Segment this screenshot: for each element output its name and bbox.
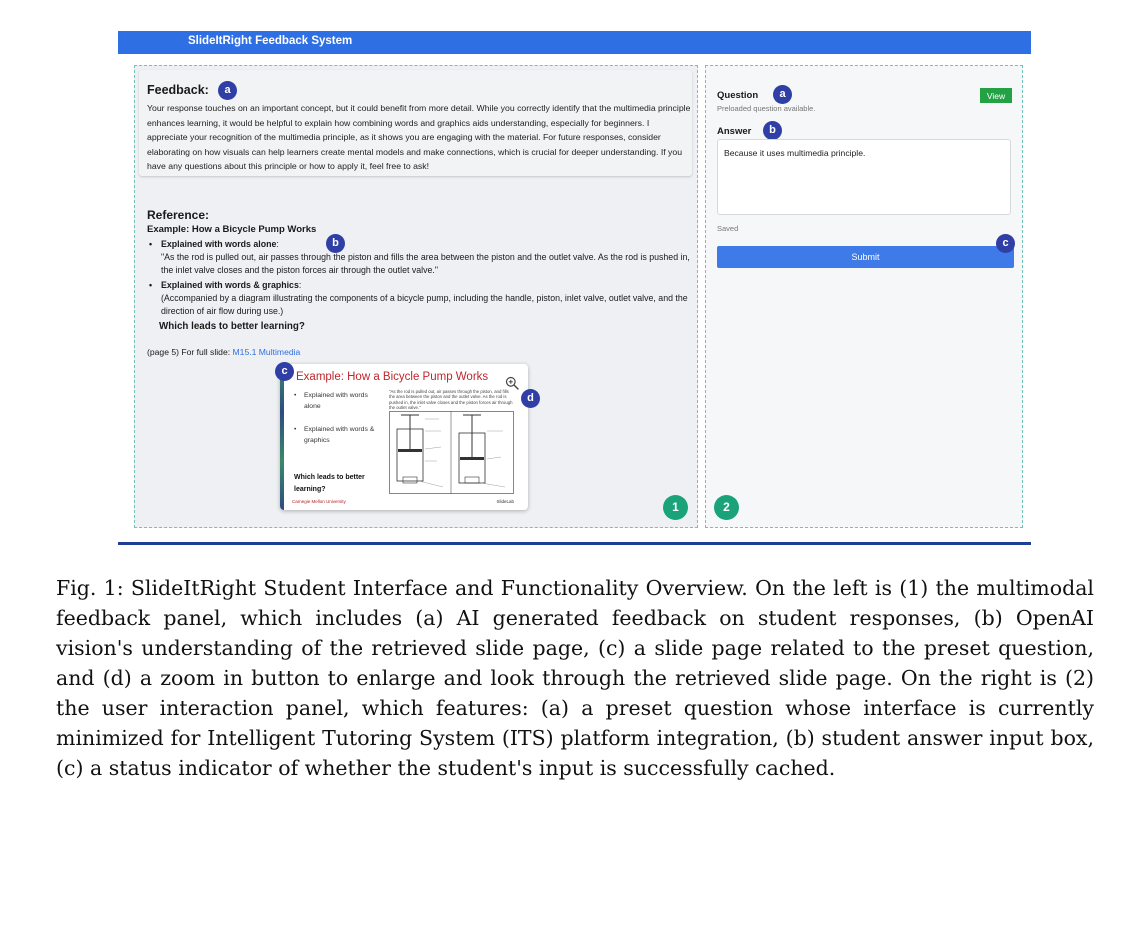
feedback-title: Feedback:	[147, 83, 209, 97]
feedback-card	[139, 70, 692, 176]
panel-number-left: 1	[663, 495, 688, 520]
reference-example-title: Example: How a Bicycle Pump Works	[147, 224, 317, 235]
slide-bullet: • Explained with words & graphics	[294, 424, 384, 446]
question-label: Question	[717, 90, 759, 101]
slide-marker: c	[275, 362, 294, 381]
panel-number-right: 2	[714, 495, 739, 520]
slide-title: Example: How a Bicycle Pump Works	[296, 371, 489, 383]
feedback-panel	[134, 65, 698, 528]
feedback-text: Your response touches on an important concept, but it could benefit from more detail. While you correctly identify that the multimedia principle enhances learning, it would be helpful to explain how combining words and graphics aids understanding, especially for beginners. I appreciate your recognition of the multimedia principle, as it shows you are engaging with the material. For future responses, consider elaborating on how visuals can help learners create mental models and make connections, which is crucial for deeper understanding. If you have any questions about this principle or how to apply it, feel free to ask!	[147, 103, 691, 171]
full-slide-link[interactable]: M15.1 Multimedia	[232, 347, 301, 357]
slide-preview[interactable]	[280, 364, 528, 510]
submit-marker: c	[996, 234, 1015, 253]
figure-caption: Fig. 1: SlideItRight Student Interface and Functionality Overview. On the left is (1) the multimodal feedback panel, which includes (a) AI generated feedback on student responses, (b) OpenAI vision's understanding of the retrieved slide page, (c) a slide page related to the preset question, and (d) a zoom in button to enlarge and look through the retrieved slide page. On the right is (2) the user interaction panel, which features: (a) a preset question whose interface is currently minimized for Intelligent Tutoring System (ITS) platform integration, (b) student answer input box, (c) a status indicator of whether the student's input is successfully cached.	[56, 576, 1094, 780]
reference-question: Which leads to better learning?	[159, 321, 305, 332]
slide-bullet: • Explained with words alone	[294, 390, 384, 412]
reference-item-body: "As the rod is pulled out, air passes through the piston and fills the area between the piston and the outlet valve. As the rod is pushed in, the inlet valve closes and the piston forces air through the outlet valve."	[161, 252, 690, 275]
reference-item-head: Explained with words alone	[161, 239, 277, 249]
reference-page-prefix: (page 5) For full slide:	[147, 347, 233, 357]
question-marker: a	[773, 85, 792, 104]
reference-page-line	[147, 347, 300, 357]
bicycle-pump-diagram	[389, 411, 514, 494]
reference-item-head: Explained with words & graphics	[161, 280, 299, 290]
save-status: Saved	[717, 224, 739, 233]
view-question-button[interactable]: View	[980, 88, 1012, 103]
question-subtitle: Preloaded question available.	[717, 104, 816, 113]
zoom-in-icon[interactable]	[505, 376, 519, 390]
app-title: SlideItRight Feedback System	[188, 35, 353, 47]
slide-footer-right: SlideLab	[496, 499, 514, 504]
feedback-marker: a	[218, 81, 237, 100]
reference-list	[147, 238, 695, 333]
interaction-panel	[705, 65, 1023, 528]
submit-button[interactable]: Submit	[717, 246, 1014, 268]
slide-question: Which leads to better learning?	[294, 474, 365, 493]
reference-item: • Explained with words & graphics: (Accompanied by a diagram illustrating the components of a bicycle pump, including the handle, piston, inlet valve, outlet valve, and the direction of air flow during use.)	[147, 279, 695, 318]
answer-label: Answer	[717, 126, 752, 137]
answer-input[interactable]	[717, 139, 1011, 215]
reference-item: • Explained with words alone: "As the rod is pulled out, air passes through the piston and fills the area between the piston and the outlet valve. As the rod is pushed in, the inlet valve closes and the piston forces air through the outlet valve."	[147, 238, 695, 277]
slide-bullets	[294, 390, 384, 446]
zoom-marker: d	[521, 389, 540, 408]
slide-quote: "As the rod is pulled out, air passes through the piston, and fills the area between the piston and the outlet valve. As the rod is pushed in, the inlet valve closes and the piston forces air through the outlet valve."	[389, 389, 513, 411]
slide-accent-bar	[280, 364, 284, 510]
app-header	[118, 31, 1031, 54]
slide-footer-left: Carnegie Mellon University	[292, 499, 346, 504]
reference-title: Reference:	[147, 208, 210, 222]
reference-item-body: (Accompanied by a diagram illustrating the components of a bicycle pump, including the handle, piston, inlet valve, outlet valve, and the direction of air flow during use.)	[161, 293, 688, 316]
reference-marker: b	[326, 234, 345, 253]
bottom-rule	[118, 542, 1031, 545]
answer-marker: b	[763, 121, 782, 140]
